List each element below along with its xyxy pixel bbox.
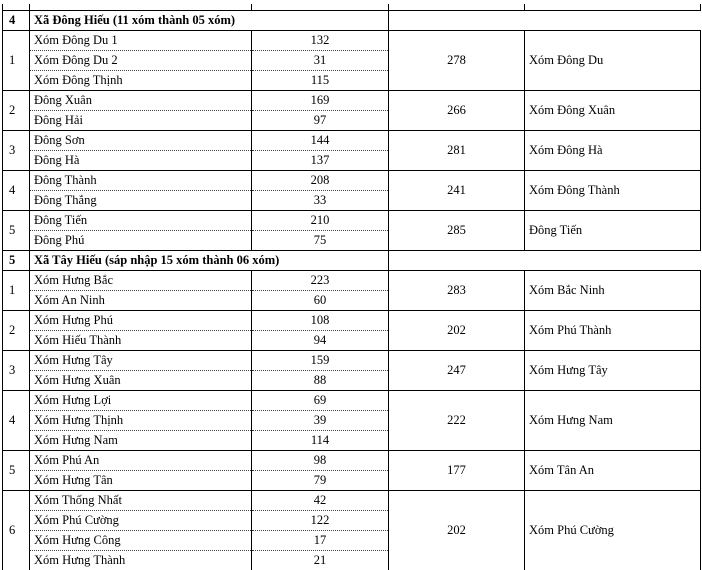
old-hamlet-name: Xóm Hưng Thịnh: [30, 411, 252, 431]
commune-header-row: [3, 11, 701, 31]
group-number: 5: [3, 451, 30, 491]
household-count: 114: [252, 431, 389, 451]
merged-total: 281: [389, 131, 525, 171]
old-hamlet-name: Xóm Hưng Công: [30, 531, 252, 551]
merged-total: 202: [389, 311, 525, 351]
new-hamlet-name: Xóm Đông Du: [525, 31, 701, 91]
table-row: [3, 91, 701, 111]
table-row: [3, 391, 701, 411]
group-number: 1: [3, 31, 30, 91]
household-count: 97: [252, 111, 389, 131]
household-count: 169: [252, 91, 389, 111]
household-count: 94: [252, 331, 389, 351]
household-count: 210: [252, 211, 389, 231]
old-hamlet-name: Đông Hải: [30, 111, 252, 131]
household-count: 31: [252, 51, 389, 71]
group-number: 2: [3, 311, 30, 351]
commune-empty-cell: [525, 251, 701, 271]
household-count: 137: [252, 151, 389, 171]
commune-empty-cell: [525, 11, 701, 31]
old-hamlet-name: Đông Tiến: [30, 211, 252, 231]
old-hamlet-name: Xóm Đông Du 1: [30, 31, 252, 51]
household-count: 223: [252, 271, 389, 291]
household-count: 132: [252, 31, 389, 51]
group-number: 3: [3, 351, 30, 391]
merged-total: 177: [389, 451, 525, 491]
household-count: 88: [252, 371, 389, 391]
commune-title: Xã Tây Hiếu (sáp nhập 15 xóm thành 06 xóm): [30, 251, 389, 271]
new-hamlet-name: Xóm Phú Cường: [525, 491, 701, 570]
commune-empty-cell: [389, 251, 525, 271]
new-hamlet-name: Đông Tiến: [525, 211, 701, 251]
table-row: [3, 31, 701, 51]
new-hamlet-name: Xóm Đông Xuân: [525, 91, 701, 131]
merged-total: 285: [389, 211, 525, 251]
old-hamlet-name: Đông Thắng: [30, 191, 252, 211]
group-number: 6: [3, 491, 30, 570]
new-hamlet-name: Xóm Phú Thành: [525, 311, 701, 351]
merged-total: 266: [389, 91, 525, 131]
household-count: 60: [252, 291, 389, 311]
household-count: 108: [252, 311, 389, 331]
commune-header-row: [3, 251, 701, 271]
new-hamlet-name: Xóm Bắc Ninh: [525, 271, 701, 311]
commune-empty-cell: [389, 11, 525, 31]
new-hamlet-name: Xóm Đông Hà: [525, 131, 701, 171]
household-count: 208: [252, 171, 389, 191]
old-hamlet-name: Xóm Hưng Lợi: [30, 391, 252, 411]
merged-total: 222: [389, 391, 525, 451]
old-hamlet-name: Xóm Hưng Phú: [30, 311, 252, 331]
table-row: [3, 351, 701, 371]
old-hamlet-name: Xóm Phú An: [30, 451, 252, 471]
group-number: 2: [3, 91, 30, 131]
old-hamlet-name: Đông Thành: [30, 171, 252, 191]
table-row: [3, 131, 701, 151]
old-hamlet-name: Xóm Đông Du 2: [30, 51, 252, 71]
merged-total: 202: [389, 491, 525, 570]
old-hamlet-name: Xóm An Ninh: [30, 291, 252, 311]
old-hamlet-name: Đông Xuân: [30, 91, 252, 111]
group-number: 3: [3, 131, 30, 171]
group-number: 5: [3, 211, 30, 251]
old-hamlet-name: Đông Hà: [30, 151, 252, 171]
household-count: 79: [252, 471, 389, 491]
new-hamlet-name: Xóm Đông Thành: [525, 171, 701, 211]
household-count: 69: [252, 391, 389, 411]
old-hamlet-name: Xóm Hiếu Thành: [30, 331, 252, 351]
group-number: 4: [3, 171, 30, 211]
household-count: 39: [252, 411, 389, 431]
table-body: [3, 4, 701, 570]
group-number: 4: [3, 391, 30, 451]
old-hamlet-name: Xóm Phú Cường: [30, 511, 252, 531]
old-hamlet-name: Xóm Hưng Tân: [30, 471, 252, 491]
household-count: 115: [252, 71, 389, 91]
household-count: 122: [252, 511, 389, 531]
household-count: 33: [252, 191, 389, 211]
old-hamlet-name: Đông Phú: [30, 231, 252, 251]
new-hamlet-name: Xóm Hưng Nam: [525, 391, 701, 451]
old-hamlet-name: Đông Sơn: [30, 131, 252, 151]
household-count: 159: [252, 351, 389, 371]
table-row: [3, 171, 701, 191]
household-count: 98: [252, 451, 389, 471]
group-number: 1: [3, 271, 30, 311]
merged-total: 278: [389, 31, 525, 91]
old-hamlet-name: Xóm Hưng Nam: [30, 431, 252, 451]
household-count: 75: [252, 231, 389, 251]
commune-number: 5: [3, 251, 30, 271]
merged-total: 247: [389, 351, 525, 391]
household-count: 21: [252, 551, 389, 570]
household-count: 144: [252, 131, 389, 151]
old-hamlet-name: Xóm Đông Thịnh: [30, 71, 252, 91]
old-hamlet-name: Xóm Hưng Thành: [30, 551, 252, 570]
table-row: [3, 311, 701, 331]
new-hamlet-name: Xóm Hưng Tây: [525, 351, 701, 391]
commune-number: 4: [3, 11, 30, 31]
household-count: 42: [252, 491, 389, 511]
table-row: [3, 211, 701, 231]
old-hamlet-name: Xóm Hưng Xuân: [30, 371, 252, 391]
merged-total: 283: [389, 271, 525, 311]
table-row: [3, 491, 701, 511]
table-row: [3, 451, 701, 471]
old-hamlet-name: Xóm Hưng Bắc: [30, 271, 252, 291]
hamlet-merge-table: [2, 4, 701, 570]
commune-title: Xã Đông Hiếu (11 xóm thành 05 xóm): [30, 11, 389, 31]
old-hamlet-name: Xóm Hưng Tây: [30, 351, 252, 371]
new-hamlet-name: Xóm Tân An: [525, 451, 701, 491]
household-count: 17: [252, 531, 389, 551]
old-hamlet-name: Xóm Thống Nhất: [30, 491, 252, 511]
merged-total: 241: [389, 171, 525, 211]
table-row: [3, 271, 701, 291]
